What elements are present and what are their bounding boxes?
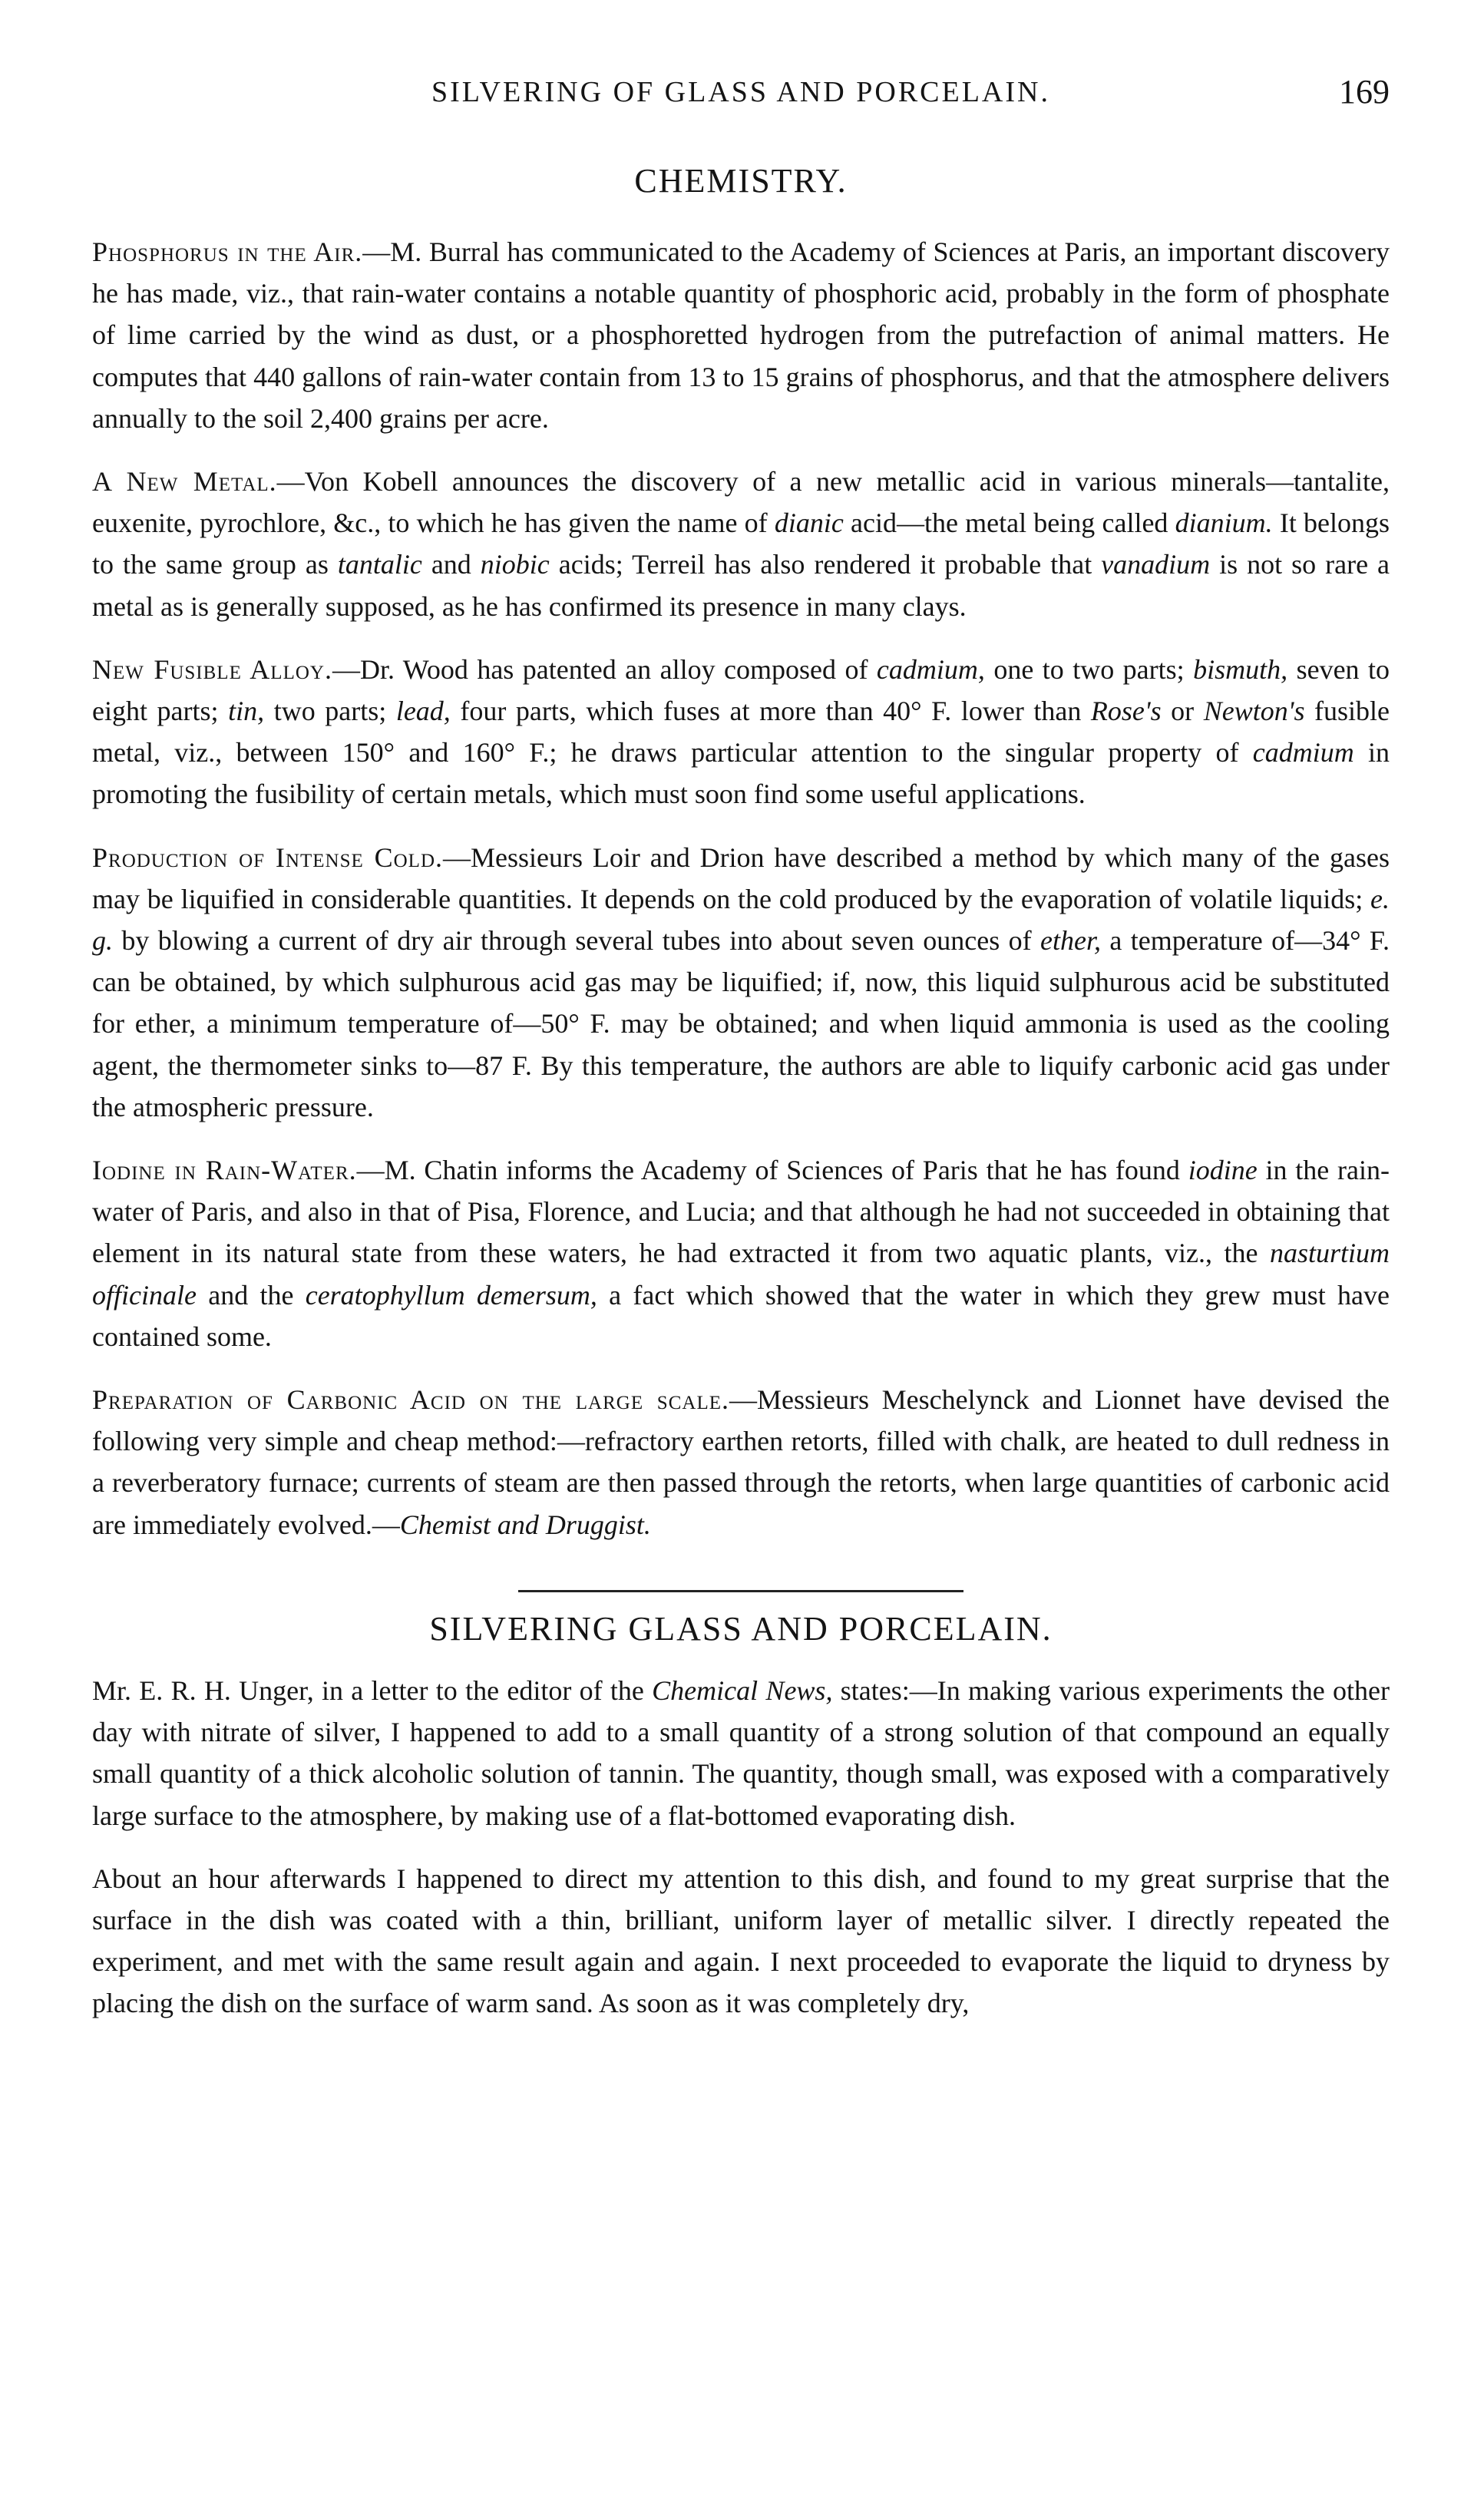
article-text: and bbox=[421, 549, 481, 580]
article-text: acids; Terreil has also rendered it probable that bbox=[549, 549, 1102, 580]
article-text: states:—In making various experiments the other day with nitrate of silver, I happened to add to a small quantity of a strong solution of that compound an equally small quantity of a thick alcoholic solution of tannin. The quantity, though small, was exposed with a comparatively large surface to the atmosphere, by making use of a flat-bottomed evaporating dish. bbox=[92, 1674, 1390, 1831]
italic-term: niobic bbox=[480, 549, 550, 580]
article-production-of-intense-cold bbox=[92, 837, 1390, 1128]
article-preparation-of-carbonic-acid bbox=[92, 1379, 1390, 1545]
italic-term: tin, bbox=[228, 696, 265, 727]
article-text: —Dr. Wood has patented an alloy composed of bbox=[332, 653, 877, 685]
article-text: —Von Kobell announces the discovery of a new metallic acid in various minerals—tantalite, euxenite, pyrochlore, &c., to which he has given the name of bbox=[92, 466, 1390, 539]
article-text: —M. Burral has communicated to the Academy of Sciences at Paris, an important discovery he has made, viz., that rain-water contains a notable quantity of phosphoric acid, probably in the form of phosphate of lime carried by the wind as dust, or a phosphoretted hydrogen from the putrefaction of animal matters. He computes that 440 gallons of rain-water contain from 13 to 15 grains of phosphorus, and that the atmosphere delivers annually to the soil 2,400 grains per acre. bbox=[92, 236, 1390, 434]
section-divider bbox=[518, 1590, 963, 1592]
article-new-fusible-alloy bbox=[92, 649, 1390, 815]
article-lead: Preparation of Carbonic Acid on the large scale. bbox=[92, 1384, 729, 1416]
italic-term: nasturtium officinale bbox=[92, 1238, 1390, 1311]
section-heading-chemistry: CHEMISTRY. bbox=[634, 162, 848, 200]
page-number: 169 bbox=[1339, 73, 1390, 111]
article-text: by blowing a current of dry air through several tubes into about seven ounces of bbox=[113, 925, 1041, 957]
italic-term: lead, bbox=[395, 696, 451, 727]
article-text: —M. Chatin informs the Academy of Sciences of Paris that he has found bbox=[356, 1155, 1188, 1186]
italic-term: iodine bbox=[1188, 1155, 1258, 1186]
article-lead: Phosphorus in the Air. bbox=[92, 236, 363, 267]
italic-term: ether, bbox=[1040, 925, 1102, 957]
article-lead: Iodine in Rain-Water. bbox=[92, 1155, 357, 1186]
article-text: in the rain-water of Paris, and also in that of Pisa, Florence, and Lucia; and that although he had not succeeded in obtaining that element in its natural state from these waters, he had extracted it from two aquatic plants, viz., the bbox=[92, 1155, 1390, 1269]
article-text: —Messieurs Loir and Drion have described a method by which many of the gases may be liquified in considerable quantities. It depends on the cold produced by the evaporation of volatile liquids; bbox=[92, 841, 1390, 914]
article-text: fusible metal, viz., between 150° and 160° F.; he draws particular attention to the singular property of bbox=[92, 696, 1390, 769]
italic-term: cadmium bbox=[1252, 737, 1354, 769]
article-text: a fact which showed that the water in which they grew must have contained some. bbox=[92, 1279, 1390, 1352]
italic-term: vanadium bbox=[1101, 549, 1211, 580]
italic-term: dianic bbox=[774, 507, 844, 539]
article-text: one to two parts; bbox=[984, 653, 1194, 685]
article-text: in promoting the fusibility of certain metals, which must soon find some useful applications. bbox=[92, 737, 1390, 810]
running-title: SILVERING OF GLASS AND PORCELAIN. bbox=[431, 76, 1050, 108]
article-text: —Messieurs Meschelynck and Lionnet have devised the following very simple and cheap method:—refractory earthen retorts, filled with chalk, are heated to dull redness in a reverberatory furnace; currents of steam are then passed through the retorts, when large quantities of carbonic acid are immediately evolved.— bbox=[92, 1384, 1390, 1540]
article-text: four parts, which fuses at more than 40° F. lower than bbox=[450, 696, 1091, 727]
article-text: seven to eight parts; bbox=[92, 653, 1390, 727]
article-text: About an hour afterwards I happened to direct my attention to this dish, and found to my great surprise that the surface in the dish was coated with a thin, brilliant, uniform layer of metallic silver. I directly repeated the experiment, and met with the same result again and again. I next proceeded to evaporate the liquid to dryness by placing the dish on the surface of warm sand. As soon as it was completely dry, bbox=[92, 1863, 1390, 2019]
article-source: Chemist and Druggist. bbox=[399, 1509, 651, 1540]
article-lead: New Fusible Alloy. bbox=[92, 653, 332, 685]
article-text: a temperature of—34° F. can be obtained, by which sulphurous acid gas may be liquified; if, now, this liquid sulphurous acid be substituted for ether, a minimum temperature of—50° F. may be obtained; and when liquid ammonia is used as the cooling agent, the thermometer sinks to—87 F. By this temperature, the authors are able to liquify carbonic acid gas under the atmospheric pressure. bbox=[92, 925, 1390, 1122]
italic-term: tantalic bbox=[337, 549, 422, 580]
italic-term: Newton's bbox=[1203, 696, 1305, 727]
article-a-new-metal bbox=[92, 461, 1390, 627]
silvering-paragraph-2 bbox=[92, 1858, 1390, 2025]
italic-term: bismuth, bbox=[1193, 653, 1288, 685]
article-text: It belongs to the same group as bbox=[92, 507, 1390, 580]
italic-term: ceratophyllum demersum, bbox=[305, 1279, 597, 1311]
article-text: Mr. E. R. H. Unger, in a letter to the editor of the bbox=[92, 1674, 653, 1706]
italic-term: Rose's bbox=[1090, 696, 1162, 727]
article-lead: Production of Intense Cold. bbox=[92, 841, 444, 873]
article-text: or bbox=[1161, 696, 1204, 727]
section-heading-silvering: SILVERING GLASS AND PORCELAIN. bbox=[429, 1609, 1053, 1648]
article-text: acid—the metal being called bbox=[843, 507, 1175, 539]
italic-term: dianium. bbox=[1175, 507, 1273, 539]
article-iodine-in-rain-water bbox=[92, 1149, 1390, 1357]
italic-term: e. g. bbox=[92, 883, 1390, 957]
article-text: is not so rare a metal as is generally supposed, as he has confirmed its presence in many clays. bbox=[92, 549, 1390, 622]
article-text: and the bbox=[196, 1279, 306, 1311]
article-lead: A New Metal. bbox=[92, 466, 277, 497]
article-phosphorus-in-the-air bbox=[92, 231, 1390, 439]
article-text: two parts; bbox=[264, 696, 396, 727]
italic-term: Chemical News, bbox=[652, 1674, 833, 1706]
italic-term: cadmium, bbox=[876, 653, 985, 685]
book-page bbox=[92, 61, 1390, 2046]
silvering-paragraph-1 bbox=[92, 1670, 1390, 1836]
running-head bbox=[92, 61, 1390, 123]
